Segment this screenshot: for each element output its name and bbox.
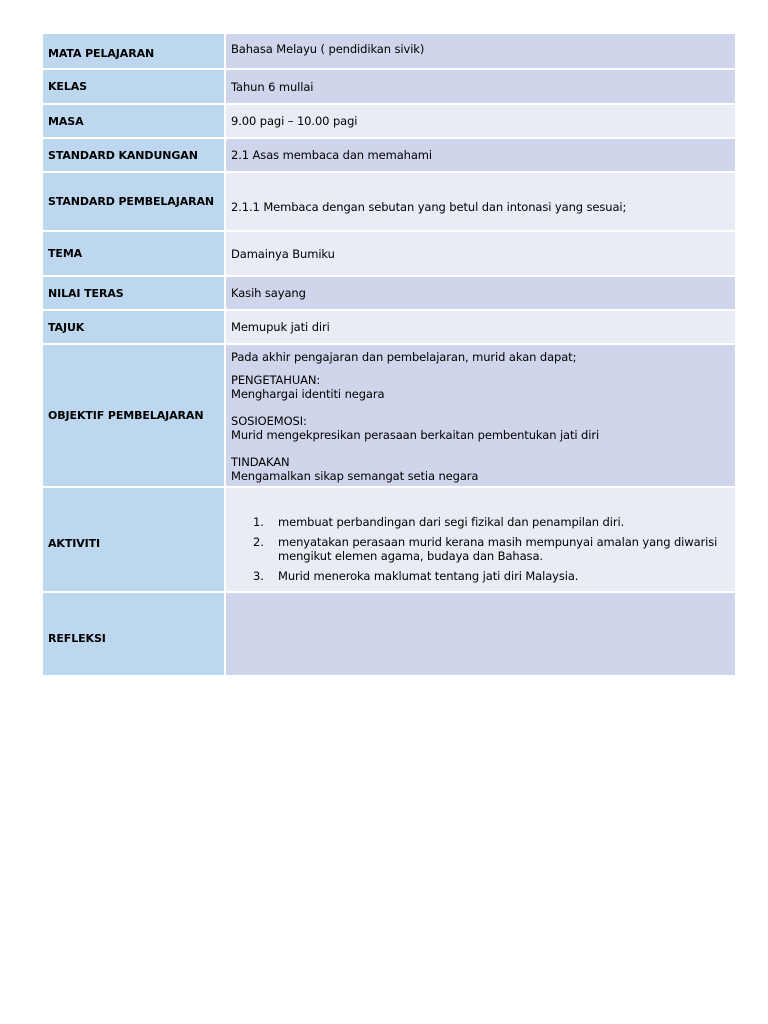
standard-pembelajaran-value: 2.1.1 Membaca dengan sebutan yang betul dan intonasi yang sesuai; (225, 172, 736, 231)
list-number: 3. (253, 568, 264, 583)
row-standard-kandungan (42, 138, 736, 172)
mata-pelajaran-label: MATA PELAJARAN (42, 33, 225, 69)
kelas-value: Tahun 6 mullai (225, 69, 736, 104)
refleksi-value (225, 592, 736, 676)
objektif-heading-tindakan: TINDAKAN (231, 455, 290, 469)
standard-kandungan-label: STANDARD KANDUNGAN (42, 138, 225, 172)
list-item (231, 515, 730, 529)
objektif-text-tindakan: Mengamalkan sikap semangat setia negara (231, 469, 479, 483)
nilai-teras-value: Kasih sayang (225, 276, 736, 310)
aktiviti-label: AKTIVITI (42, 487, 225, 592)
row-kelas (42, 69, 736, 104)
tema-value: Damainya Bumiku (225, 231, 736, 276)
standard-pembelajaran-label: STANDARD PEMBELAJARAN (42, 172, 225, 231)
list-text: menyatakan perasaan murid kerana masih mempunyai amalan yang diwarisi mengikut elemen agama, budaya dan Bahasa. (278, 534, 718, 563)
masa-value: 9.00 pagi – 10.00 pagi (225, 104, 736, 138)
tema-label: TEMA (42, 231, 225, 276)
objektif-text-sosioemosi: Murid mengekpresikan perasaan berkaitan pembentukan jati diri (231, 428, 600, 442)
lesson-plan-table (41, 32, 737, 677)
row-nilai-teras (42, 276, 736, 310)
row-tema (42, 231, 736, 276)
row-masa (42, 104, 736, 138)
nilai-teras-label: NILAI TERAS (42, 276, 225, 310)
tajuk-value: Memupuk jati diri (225, 310, 736, 344)
objektif-text-pengetahuan: Menghargai identiti negara (231, 387, 385, 401)
row-aktiviti (42, 487, 736, 592)
kelas-label: KELAS (42, 69, 225, 104)
tajuk-label: TAJUK (42, 310, 225, 344)
aktiviti-cell (225, 487, 736, 592)
standard-kandungan-value: 2.1 Asas membaca dan memahami (225, 138, 736, 172)
objektif-heading-pengetahuan: PENGETAHUAN: (231, 373, 321, 387)
refleksi-label: REFLEKSI (42, 592, 225, 676)
list-item (231, 535, 730, 563)
objektif-heading-sosioemosi: SOSIOEMOSI: (231, 414, 307, 428)
list-number: 1. (253, 514, 264, 529)
masa-label: MASA (42, 104, 225, 138)
row-refleksi (42, 592, 736, 676)
row-mata-pelajaran (42, 33, 736, 69)
mata-pelajaran-value: Bahasa Melayu ( pendidikan sivik) (225, 33, 736, 69)
list-number: 2. (253, 534, 264, 549)
objektif-label: OBJEKTIF PEMBELAJARAN (42, 344, 225, 487)
aktiviti-list (231, 515, 730, 583)
list-text: membuat perbandingan dari segi fizikal dan penampilan diri. (278, 514, 625, 529)
objektif-intro: Pada akhir pengajaran dan pembelajaran, murid akan dapat; (231, 350, 577, 364)
list-item (231, 569, 730, 583)
row-standard-pembelajaran (42, 172, 736, 231)
row-objektif (42, 344, 736, 487)
objektif-cell (225, 344, 736, 487)
list-text: Murid meneroka maklumat tentang jati diri Malaysia. (278, 568, 579, 583)
row-tajuk (42, 310, 736, 344)
